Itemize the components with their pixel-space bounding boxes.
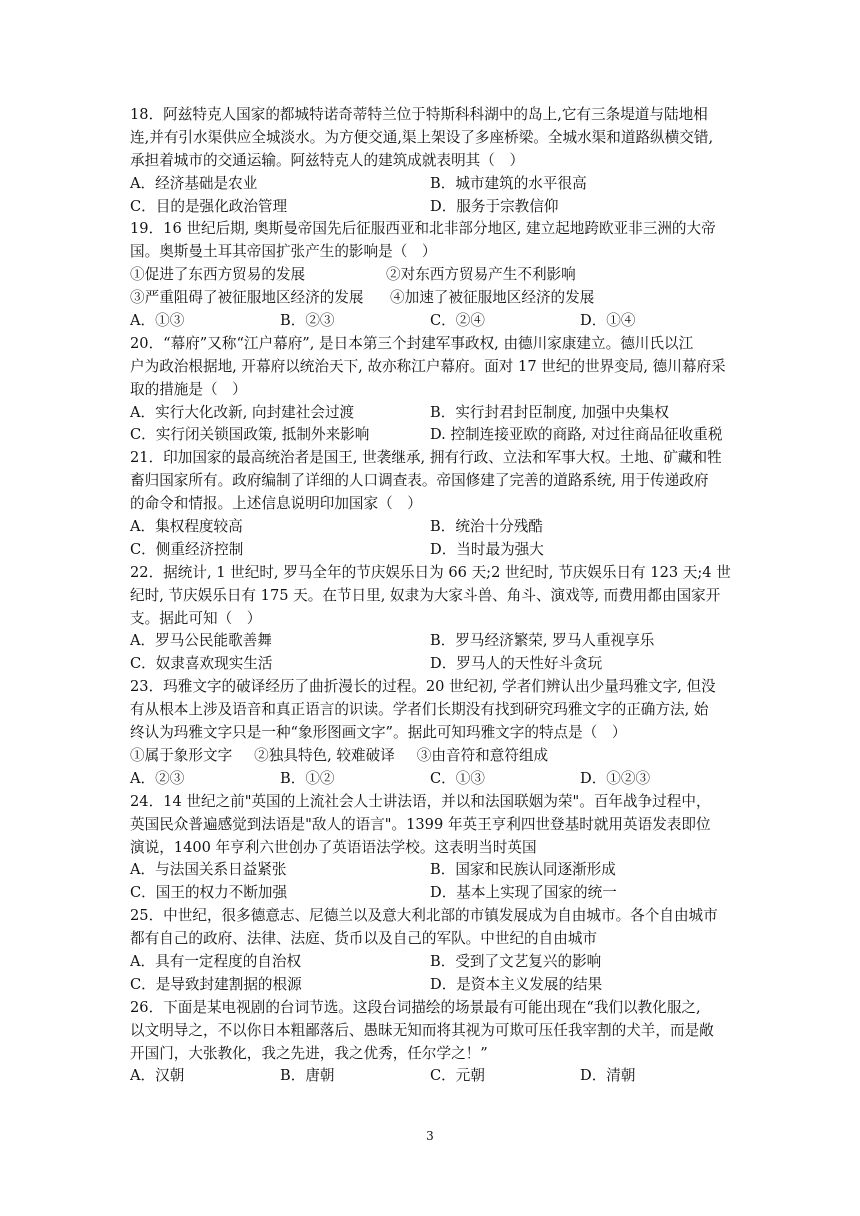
option-d: D．是资本主义发展的结果 (430, 975, 603, 993)
option-c: C．实行闭关锁国政策, 抵制外来影响 (130, 426, 370, 444)
question-19 (130, 218, 730, 332)
option-d: D．服务于宗教信仰 (430, 197, 559, 215)
option-row (130, 653, 730, 676)
option-b: B．统治十分残酷 (430, 518, 543, 536)
option-row (130, 768, 730, 791)
question-22 (130, 562, 730, 676)
question-text: 以文明导之，不以你日本粗鄙落后、愚昧无知而将其视为可欺可压任我宰割的犬羊，而是敞 (130, 1021, 714, 1039)
statement-2: ②独具特色, 较难破译 (254, 746, 395, 764)
question-text: 20．“幕府”又称“江户幕府”, 是日本第三个封建军事政权, 由德川家康建立。德川氏以江 (130, 334, 694, 352)
question-text: 纪时, 节庆娱乐日有 175 天。在节日里, 奴隶为大家斗兽、角斗、演戏等, 而费用都由国家开 (130, 586, 721, 604)
option-row (130, 630, 730, 653)
question-21 (130, 447, 730, 561)
question-25 (130, 905, 730, 997)
question-text: 开国门，大张教化，我之先进，我之优秀，任尔学之！” (130, 1044, 488, 1062)
option-c: C．元朝 (430, 1067, 485, 1085)
question-20 (130, 333, 730, 447)
question-23 (130, 676, 730, 790)
page-number: 3 (426, 1129, 434, 1143)
option-row (130, 424, 730, 447)
option-b: B．罗马经济繁荣, 罗马人重视享乐 (430, 632, 655, 650)
question-text: 支。据此可知（ ） (130, 609, 262, 627)
question-text: 终认为玛雅文字只是一种“象形图画文字”。据此可知玛雅文字的特点是（ ） (130, 724, 627, 742)
option-row (130, 539, 730, 562)
question-text: 国。奥斯曼土耳其帝国扩张产生的影响是（ ） (130, 243, 437, 261)
option-c: C．②④ (430, 312, 485, 330)
question-24 (130, 791, 730, 905)
option-b: B．城市建筑的水平很高 (430, 174, 587, 192)
option-c: C．是导致封建割据的根源 (130, 975, 302, 993)
option-a: A．实行大化改新, 向封建社会过渡 (130, 403, 355, 421)
statement-1: ①属于象形文字 (130, 746, 233, 764)
option-c: C．①③ (430, 769, 485, 787)
question-text: 26．下面是某电视剧的台词节选。这段台词描绘的场景最有可能出现在“我们以教化服之, (130, 998, 701, 1016)
option-d: D．当时最为强大 (430, 540, 544, 558)
option-row (130, 859, 730, 882)
option-c: C．侧重经济控制 (130, 540, 244, 558)
question-text: 18．阿兹特克人国家的都城特诺奇蒂特兰位于特斯科科湖中的岛上,它有三条堤道与陆地相 (130, 106, 708, 123)
question-text: 承担着城市的交通运输。阿兹特克人的建筑成就表明其（ ） (130, 151, 525, 169)
statement-1: ①促进了东西方贸易的发展 (130, 266, 306, 284)
question-text: 都有自己的政府、法律、法庭、货币以及自己的军队。中世纪的自由城市 (130, 930, 598, 948)
option-a: A．汉朝 (130, 1067, 185, 1085)
question-18 (130, 104, 730, 218)
question-text: 演说，1400 年亨利六世创办了英语语法学校。这表明当时英国 (130, 838, 537, 856)
option-row (130, 974, 730, 997)
statement-row (130, 264, 730, 287)
question-text: 有从根本上涉及语音和真正语言的识读。学者们长期没有找到研究玛雅文字的正确方法, 始 (130, 701, 709, 719)
option-d: D．①②③ (580, 769, 651, 787)
option-row (130, 402, 730, 425)
option-d: D．罗马人的天性好斗贪玩 (430, 655, 603, 673)
question-text: 24．14 世纪之前"英国的上流社会人士讲法语，并以和法国联姻为荣"。百年战争过程中， (130, 792, 711, 810)
option-b: B．①② (280, 769, 335, 787)
question-text: 21．印加国家的最高统治者是国王, 世袭继承, 拥有行政、立法和军事大权。土地、矿藏和牲 (130, 449, 722, 467)
question-list (130, 104, 730, 1088)
option-b: B．受到了文艺复兴的影响 (430, 952, 602, 970)
question-text: 23．玛雅文字的破译经历了曲折漫长的过程。20 世纪初, 学者们辨认出少量玛雅文字, 但没 (130, 678, 716, 696)
question-text: 19．16 世纪后期, 奥斯曼帝国先后征服西亚和北非部分地区, 建立起地跨欧亚非三洲的大帝 (130, 220, 716, 238)
option-row (130, 951, 730, 974)
question-text: 的命令和情报。上述信息说明印加国家（ ） (130, 495, 422, 513)
option-a: A．具有一定程度的自治权 (130, 952, 302, 970)
option-a: A．②③ (130, 769, 185, 787)
option-b: B．②③ (280, 312, 335, 330)
question-text: 22．据统计, 1 世纪时, 罗马全年的节庆娱乐日为 66 天;2 世纪时, 节庆娱乐日有 123 天;4 世 (130, 563, 731, 581)
option-row (130, 1065, 730, 1088)
question-text: 连,并有引水渠供应全城淡水。为方便交通,渠上架设了多座桥梁。全城水渠和道路纵横交错, (130, 128, 714, 146)
question-text: 畜归国家所有。政府编制了详细的人口调查表。帝国修建了完善的道路系统, 用于传递政府 (130, 472, 709, 490)
statement-3: ③严重阻碍了被征服地区经济的发展 (130, 289, 364, 307)
statement-2: ②对东西方贸易产生不利影响 (386, 266, 576, 284)
option-a: A．集权程度较高 (130, 518, 243, 536)
statement-row (130, 745, 730, 768)
option-row (130, 516, 730, 539)
statement-row (130, 287, 730, 310)
option-b: B．唐朝 (280, 1067, 335, 1085)
option-a: A．经济基础是农业 (130, 174, 258, 192)
option-row (130, 310, 730, 333)
option-row (130, 173, 730, 196)
option-c: C．奴隶喜欢现实生活 (130, 655, 273, 673)
statement-4: ④加速了被征服地区经济的发展 (390, 289, 595, 307)
option-c: C．国王的权力不断加强 (130, 884, 288, 902)
statement-3: ③由音符和意符组成 (416, 746, 549, 764)
option-row (130, 882, 730, 905)
option-d: D．①④ (580, 312, 636, 330)
option-b: B．实行封君封臣制度, 加强中央集权 (430, 403, 669, 421)
question-text: 户为政治根据地, 开幕府以统治天下, 故亦称江户幕府。面对 17 世纪的世界变局, 德川幕府采 (130, 357, 726, 375)
question-text: 25．中世纪，很多德意志、尼德兰以及意大利北部的市镇发展成为自由城市。各个自由城市 (130, 907, 718, 925)
question-text: 取的措施是（ ） (130, 380, 247, 398)
option-d: D. 控制连接亚欧的商路, 对过往商品征收重税 (430, 426, 723, 444)
option-d: D．基本上实现了国家的统一 (430, 884, 617, 902)
option-a: A．与法国关系日益紧张 (130, 861, 287, 879)
option-b: B．国家和民族认同逐渐形成 (430, 861, 616, 879)
option-d: D．清朝 (580, 1067, 636, 1085)
option-a: A．①③ (130, 312, 185, 330)
option-row (130, 196, 730, 219)
question-text: 英国民众普遍感觉到法语是"敌人的语言"。1399 年英王亨利四世登基时就用英语发表即位 (130, 815, 711, 833)
question-26 (130, 997, 730, 1089)
option-a: A．罗马公民能歌善舞 (130, 632, 272, 650)
option-c: C．目的是强化政治管理 (130, 197, 288, 215)
